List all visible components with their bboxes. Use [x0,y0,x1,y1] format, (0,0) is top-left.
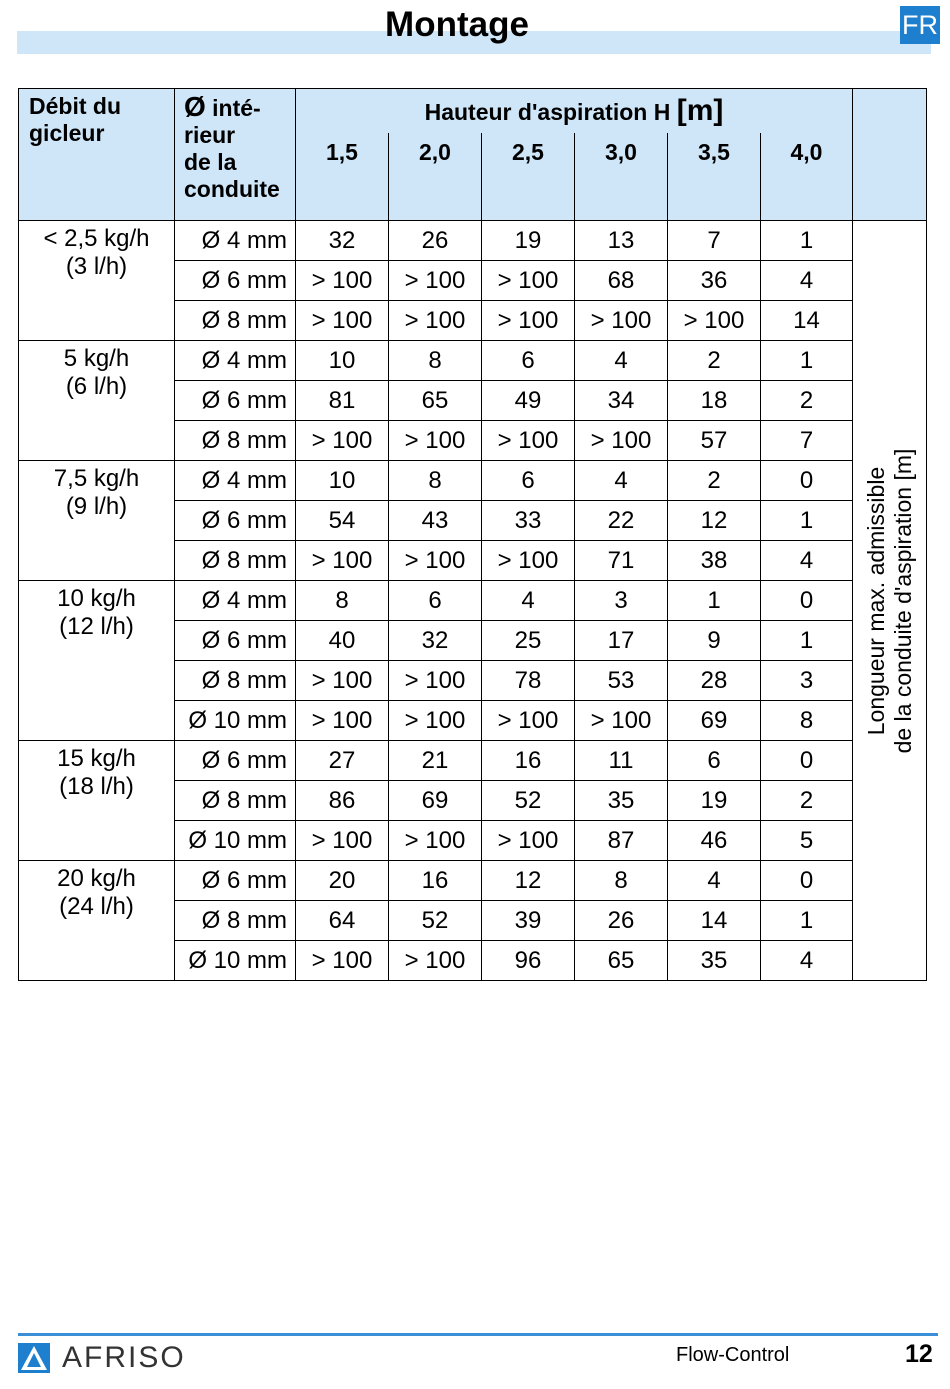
diameter-cell: Ø 6 mm [175,501,296,541]
page-title: Montage [385,5,529,44]
value-cell: 54 [296,501,389,541]
value-cell: > 100 [482,821,575,861]
value-cell: 35 [668,941,761,981]
value-cell: > 100 [389,301,482,341]
value-cell: 16 [482,741,575,781]
value-cell: 7 [761,421,853,461]
value-cell: 65 [389,381,482,421]
value-cell: 1 [761,501,853,541]
diameter-cell: Ø 10 mm [175,821,296,861]
value-cell: 9 [668,621,761,661]
header-height-3: 3,0 [575,133,668,221]
value-cell: 71 [575,541,668,581]
value-cell: 1 [761,221,853,261]
value-cell: 0 [761,581,853,621]
brand-name: AFRISO [62,1341,186,1374]
value-cell: > 100 [389,541,482,581]
diameter-cell: Ø 4 mm [175,581,296,621]
value-cell: > 100 [389,661,482,701]
value-cell: 57 [668,421,761,461]
flow-cell [19,581,175,741]
diameter-cell: Ø 8 mm [175,661,296,701]
value-cell: 11 [575,741,668,781]
value-cell: > 100 [296,661,389,701]
page-number: 12 [905,1340,933,1368]
value-cell: 28 [668,661,761,701]
header-diameter: Ø inté- rieur de la conduite [175,89,296,221]
header-height-label: Hauteur d'aspiration H [424,99,671,125]
value-cell: 69 [668,701,761,741]
value-cell: > 100 [389,941,482,981]
language-badge: FR [900,6,940,44]
value-cell: 38 [668,541,761,581]
value-cell: 86 [296,781,389,821]
value-cell: 8 [389,461,482,501]
diameter-cell: Ø 8 mm [175,541,296,581]
value-cell: 4 [761,541,853,581]
value-cell: 78 [482,661,575,701]
value-cell: 4 [761,261,853,301]
value-cell: 6 [482,461,575,501]
value-cell: > 100 [482,421,575,461]
value-cell: 40 [296,621,389,661]
value-cell: 68 [575,261,668,301]
value-cell: 22 [575,501,668,541]
value-cell: 10 [296,341,389,381]
flow-cell [19,221,175,341]
value-cell: 19 [668,781,761,821]
table-row [19,861,927,901]
flow-cell [19,461,175,581]
value-cell: 33 [482,501,575,541]
value-cell: 4 [575,461,668,501]
diameter-cell: Ø 6 mm [175,621,296,661]
flow-lh: (18 l/h) [59,773,134,800]
value-cell: 65 [575,941,668,981]
value-cell: 14 [668,901,761,941]
diameter-cell: Ø 8 mm [175,781,296,821]
value-cell: > 100 [296,541,389,581]
value-cell: 0 [761,861,853,901]
value-cell: 52 [389,901,482,941]
value-cell: > 100 [575,701,668,741]
value-cell: 25 [482,621,575,661]
table-row [19,581,927,621]
diameter-cell: Ø 6 mm [175,861,296,901]
value-cell: 1 [761,621,853,661]
value-cell: 4 [575,341,668,381]
value-cell: > 100 [482,541,575,581]
flow-cell [19,741,175,861]
flow-kgh: 5 kg/h [63,345,130,372]
product-name: Flow-Control [676,1344,790,1366]
value-cell: 0 [761,461,853,501]
value-cell: 12 [668,501,761,541]
flow-cell [19,341,175,461]
diameter-cell: Ø 8 mm [175,901,296,941]
value-cell: > 100 [296,261,389,301]
header-height-unit: [m] [676,94,724,127]
value-cell: > 100 [482,701,575,741]
value-cell: > 100 [389,821,482,861]
flow-kgh: < 2,5 kg/h [43,225,150,252]
side-label-cell [853,221,927,981]
header-height-group [296,89,853,134]
header-flow: Débit du gicleur [19,89,175,221]
side-label-line1: Longueur max. admissible [862,466,889,735]
value-cell: 27 [296,741,389,781]
value-cell: 64 [296,901,389,941]
value-cell: 32 [389,621,482,661]
diameter-cell: Ø 4 mm [175,221,296,261]
value-cell: 34 [575,381,668,421]
diameter-cell: Ø 10 mm [175,701,296,741]
value-cell: 8 [389,341,482,381]
side-label-line2: de la conduite d'aspiration [m] [889,448,916,753]
value-cell: 52 [482,781,575,821]
value-cell: 7 [668,221,761,261]
value-cell: 16 [389,861,482,901]
flow-lh: (12 l/h) [59,613,134,640]
flow-lh: (3 l/h) [65,253,128,280]
value-cell: 36 [668,261,761,301]
table-row [19,741,927,781]
value-cell: 81 [296,381,389,421]
value-cell: 20 [296,861,389,901]
flow-lh: (6 l/h) [65,373,128,400]
value-cell: > 100 [296,421,389,461]
diameter-cell: Ø 6 mm [175,381,296,421]
value-cell: 4 [761,941,853,981]
value-cell: 14 [761,301,853,341]
value-cell: 4 [482,581,575,621]
header-height-4: 3,5 [668,133,761,221]
diameter-cell: Ø 8 mm [175,421,296,461]
value-cell: > 100 [389,261,482,301]
value-cell: 43 [389,501,482,541]
header-side-blank [853,89,927,221]
value-cell: 2 [761,781,853,821]
value-cell: 3 [575,581,668,621]
value-cell: 32 [296,221,389,261]
diameter-cell: Ø 4 mm [175,461,296,501]
value-cell: 0 [761,741,853,781]
value-cell: > 100 [296,941,389,981]
value-cell: 12 [482,861,575,901]
afriso-logo-icon [18,1343,50,1373]
table-row [19,221,927,261]
flow-kgh: 7,5 kg/h [53,465,140,492]
value-cell: 53 [575,661,668,701]
value-cell: > 100 [296,301,389,341]
value-cell: 39 [482,901,575,941]
flow-cell [19,861,175,981]
value-cell: 8 [296,581,389,621]
value-cell: 2 [668,341,761,381]
value-cell: 69 [389,781,482,821]
value-cell: 8 [575,861,668,901]
header-height-1: 2,0 [389,133,482,221]
value-cell: 5 [761,821,853,861]
diameter-cell: Ø 6 mm [175,741,296,781]
value-cell: 18 [668,381,761,421]
value-cell: 35 [575,781,668,821]
value-cell: 1 [761,901,853,941]
table-row [19,461,927,501]
value-cell: 46 [668,821,761,861]
side-label [863,448,917,753]
value-cell: > 100 [482,261,575,301]
flow-kgh: 20 kg/h [57,865,136,892]
value-cell: 4 [668,861,761,901]
flow-lh: (9 l/h) [65,493,128,520]
flow-kgh: 15 kg/h [57,745,136,772]
value-cell: 2 [761,381,853,421]
table-row [19,341,927,381]
diameter-cell: Ø 6 mm [175,261,296,301]
value-cell: > 100 [575,301,668,341]
value-cell: > 100 [296,821,389,861]
footer-divider [18,1333,938,1336]
header-height-2: 2,5 [482,133,575,221]
value-cell: > 100 [668,301,761,341]
value-cell: 21 [389,741,482,781]
flow-kgh: 10 kg/h [57,585,136,612]
value-cell: 13 [575,221,668,261]
value-cell: 26 [389,221,482,261]
header-height-0: 1,5 [296,133,389,221]
value-cell: 2 [668,461,761,501]
value-cell: 26 [575,901,668,941]
value-cell: 17 [575,621,668,661]
value-cell: 1 [668,581,761,621]
flow-lh: (24 l/h) [59,893,134,920]
suction-length-table [18,88,927,981]
diameter-cell: Ø 4 mm [175,341,296,381]
value-cell: > 100 [389,421,482,461]
value-cell: 19 [482,221,575,261]
value-cell: > 100 [575,421,668,461]
value-cell: 10 [296,461,389,501]
value-cell: 6 [668,741,761,781]
header-height-5: 4,0 [761,133,853,221]
value-cell: > 100 [482,301,575,341]
value-cell: 49 [482,381,575,421]
diameter-cell: Ø 10 mm [175,941,296,981]
value-cell: 8 [761,701,853,741]
value-cell: 87 [575,821,668,861]
value-cell: 3 [761,661,853,701]
value-cell: 6 [482,341,575,381]
value-cell: > 100 [389,701,482,741]
value-cell: > 100 [296,701,389,741]
value-cell: 1 [761,341,853,381]
value-cell: 96 [482,941,575,981]
diameter-cell: Ø 8 mm [175,301,296,341]
value-cell: 6 [389,581,482,621]
